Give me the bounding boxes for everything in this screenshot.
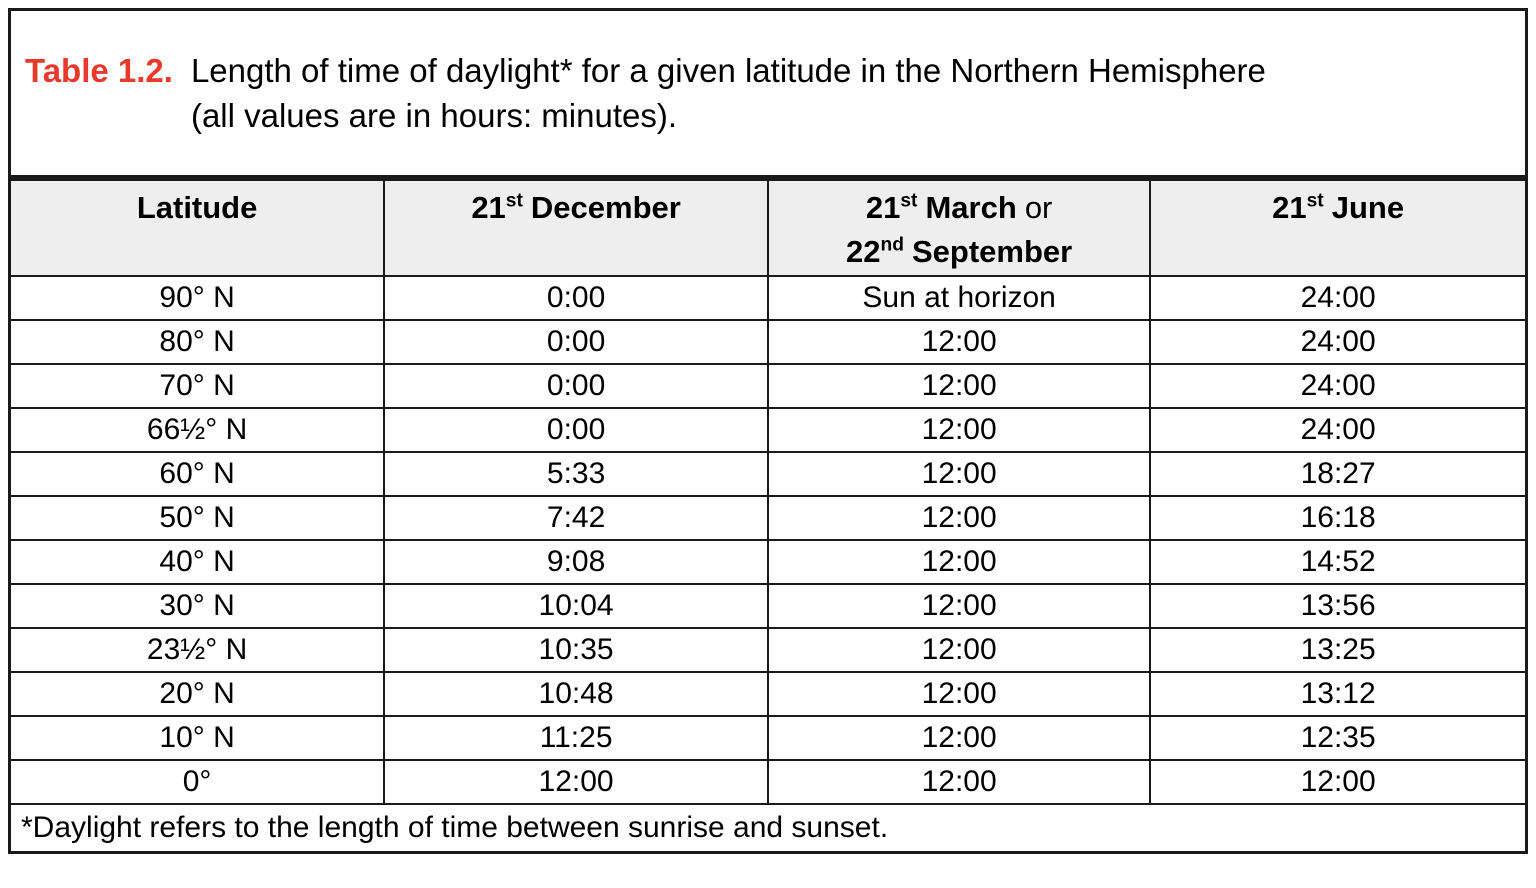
latitude-cell: 0° (10, 760, 385, 804)
latitude-cell: 10° N (10, 716, 385, 760)
header-september-label: 22nd September (846, 234, 1073, 269)
december-cell: 0:00 (384, 276, 768, 320)
december-cell: 12:00 (384, 760, 768, 804)
table-footer (10, 804, 1527, 852)
footnote-row (10, 804, 1527, 852)
june-cell: 18:27 (1150, 452, 1526, 496)
caption-line-2: (all values are in hours: minutes). (190, 97, 677, 134)
june-cell: 16:18 (1150, 496, 1526, 540)
header-cell-june (1150, 180, 1526, 277)
march-september-cell: 12:00 (768, 496, 1150, 540)
header-latitude-label: Latitude (136, 190, 258, 225)
march-september-cell: 12:00 (768, 540, 1150, 584)
header-december-label: 21st December (471, 190, 681, 225)
table-body (10, 276, 1527, 804)
latitude-cell: 20° N (10, 672, 385, 716)
march-september-cell: 12:00 (768, 716, 1150, 760)
table-row (10, 276, 1527, 320)
june-cell: 24:00 (1150, 408, 1526, 452)
december-cell: 5:33 (384, 452, 768, 496)
march-september-cell: 12:00 (768, 672, 1150, 716)
table-number-label: Table 1.2. (25, 52, 173, 89)
table-row (10, 320, 1527, 364)
june-cell: 13:25 (1150, 628, 1526, 672)
table-row (10, 716, 1527, 760)
march-september-cell: 12:00 (768, 320, 1150, 364)
march-september-cell: Sun at horizon (768, 276, 1150, 320)
header-march-label: 21st March or (865, 190, 1053, 225)
latitude-cell: 40° N (10, 540, 385, 584)
header-june-label: 21st June (1272, 190, 1405, 225)
december-cell: 7:42 (384, 496, 768, 540)
latitude-cell: 23½° N (10, 628, 385, 672)
latitude-cell: 30° N (10, 584, 385, 628)
table-row (10, 584, 1527, 628)
table-row (10, 496, 1527, 540)
table-row (10, 408, 1527, 452)
march-september-cell: 12:00 (768, 364, 1150, 408)
latitude-cell: 60° N (10, 452, 385, 496)
table-row (10, 672, 1527, 716)
table-row (10, 628, 1527, 672)
june-cell: 12:00 (1150, 760, 1526, 804)
march-september-cell: 12:00 (768, 760, 1150, 804)
caption-line-1: Length of time of daylight* for a given latitude in the Northern Hemisphere (190, 52, 1266, 89)
header-cell-march-september (768, 180, 1150, 277)
table-row (10, 760, 1527, 804)
header-row (10, 180, 1527, 277)
march-september-cell: 12:00 (768, 452, 1150, 496)
march-september-cell: 12:00 (768, 584, 1150, 628)
june-cell: 13:56 (1150, 584, 1526, 628)
december-cell: 0:00 (384, 320, 768, 364)
latitude-cell: 80° N (10, 320, 385, 364)
december-cell: 0:00 (384, 364, 768, 408)
table-caption (25, 48, 1266, 138)
table-header (10, 180, 1527, 277)
header-cell-december (384, 180, 768, 277)
latitude-cell: 90° N (10, 276, 385, 320)
june-cell: 24:00 (1150, 320, 1526, 364)
table-row (10, 540, 1527, 584)
december-cell: 9:08 (384, 540, 768, 584)
june-cell: 24:00 (1150, 364, 1526, 408)
december-cell: 10:48 (384, 672, 768, 716)
footnote: *Daylight refers to the length of time between sunrise and sunset. (10, 804, 1527, 852)
latitude-cell: 50° N (10, 496, 385, 540)
december-cell: 10:35 (384, 628, 768, 672)
june-cell: 14:52 (1150, 540, 1526, 584)
march-september-cell: 12:00 (768, 628, 1150, 672)
table-caption-box (8, 8, 1528, 178)
june-cell: 24:00 (1150, 276, 1526, 320)
june-cell: 13:12 (1150, 672, 1526, 716)
caption-text (191, 48, 1266, 138)
december-cell: 11:25 (384, 716, 768, 760)
table-row (10, 364, 1527, 408)
daylight-table (8, 178, 1528, 854)
header-cell-latitude (10, 180, 385, 277)
latitude-cell: 70° N (10, 364, 385, 408)
december-cell: 10:04 (384, 584, 768, 628)
march-september-cell: 12:00 (768, 408, 1150, 452)
december-cell: 0:00 (384, 408, 768, 452)
latitude-cell: 66½° N (10, 408, 385, 452)
table-row (10, 452, 1527, 496)
june-cell: 12:35 (1150, 716, 1526, 760)
